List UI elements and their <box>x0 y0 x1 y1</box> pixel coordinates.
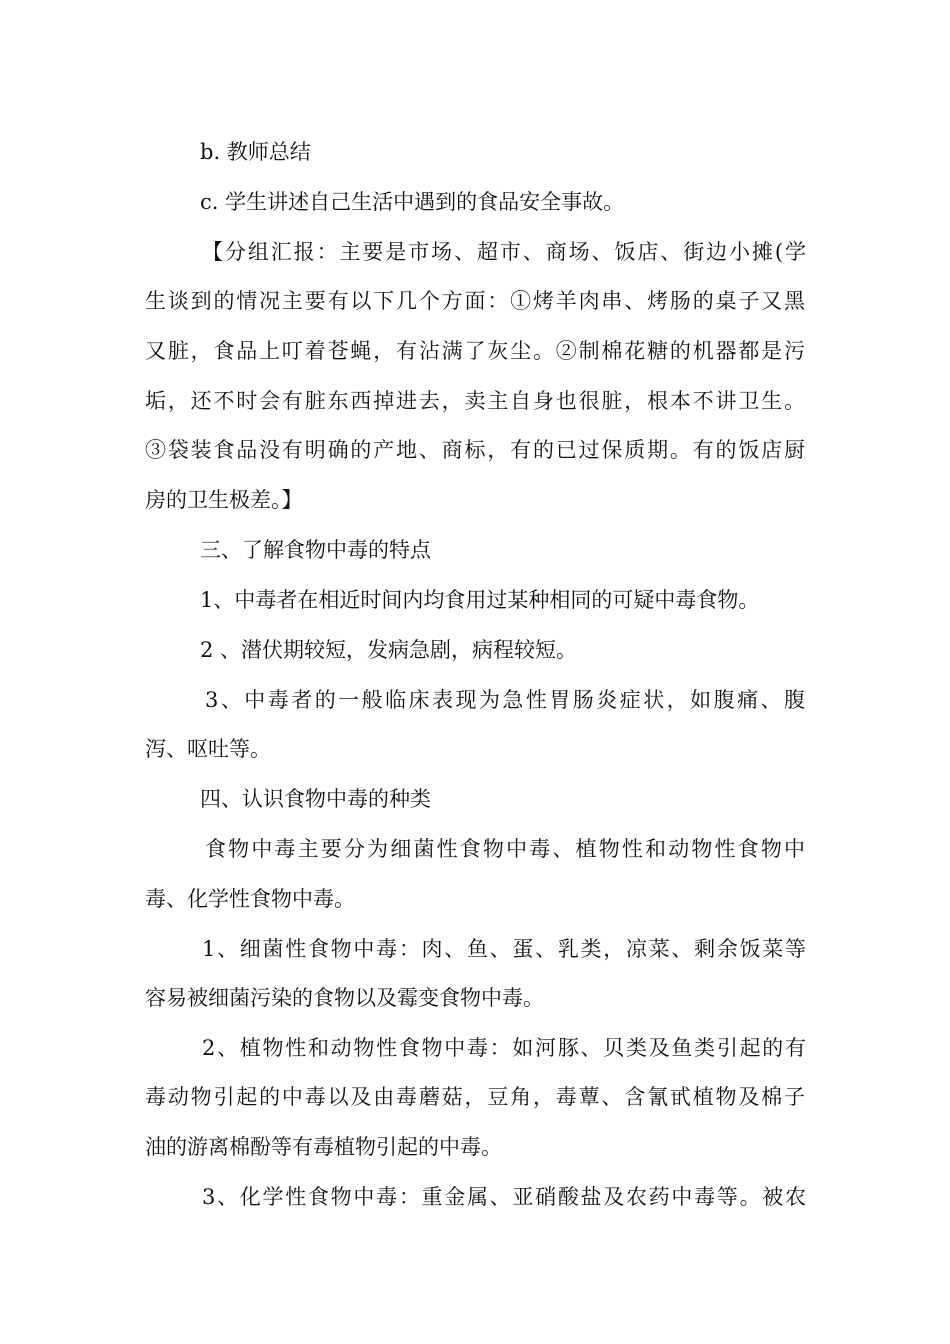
text-line-feature-1: 1、中毒者在相近时间内均食用过某种相同的可疑中毒食物。 <box>200 588 760 612</box>
text-line-group-report-3: 又脏，食品上叮着苍蝇，有沾满了灰尘。②制棉花糖的机器都是污 <box>145 339 805 363</box>
text-line-type-3a: 3、化学性食物中毒：重金属、亚硝酸盐及农药中毒等。被农 <box>202 1185 806 1209</box>
text-line-type-1b: 容易被细菌污染的食物以及霉变食物中毒。 <box>145 986 544 1010</box>
text-line-feature-3a: 3、中毒者的一般临床表现为急性胃肠炎症状，如腹痛、腹 <box>205 688 805 712</box>
text-line-types-intro-b: 毒、化学性食物中毒。 <box>145 887 355 911</box>
section-heading-three: 三、了解食物中毒的特点 <box>200 538 431 562</box>
text-line-feature-2: 2 、潜伏期较短，发病急剧，病程较短。 <box>200 638 578 662</box>
text-line-type-1a: 1、细菌性食物中毒：肉、鱼、蛋、乳类，凉菜、剩余饭菜等 <box>202 937 806 961</box>
text-line-types-intro-a: 食物中毒主要分为细菌性食物中毒、植物性和动物性食物中 <box>205 837 805 861</box>
text-line-group-report-2: 生谈到的情况主要有以下几个方面：①烤羊肉串、烤肠的桌子又黑 <box>145 289 805 313</box>
text-line-teacher-summary: b. 教师总结 <box>200 140 311 164</box>
text-line-student-story: c. 学生讲述自己生活中遇到的食品安全事故。 <box>200 190 625 214</box>
text-line-group-report-4: 垢，还不时会有脏东西掉进去，卖主自身也很脏，根本不讲卫生。 <box>145 389 805 413</box>
text-line-type-2b: 毒动物引起的中毒以及由毒蘑菇，豆角，毒蕈、含氰甙植物及棉子 <box>145 1085 805 1109</box>
text-line-group-report-1: 【分组汇报：主要是市场、超市、商场、饭店、街边小摊(学 <box>202 240 806 264</box>
text-line-feature-3b: 泻、呕吐等。 <box>145 737 271 761</box>
text-line-type-2a: 2、植物性和动物性食物中毒：如河豚、贝类及鱼类引起的有 <box>202 1036 806 1060</box>
text-line-type-2c: 油的游离棉酚等有毒植物引起的中毒。 <box>145 1135 502 1159</box>
text-line-group-report-6: 房的卫生极差。】 <box>145 488 303 512</box>
section-heading-four: 四、认识食物中毒的种类 <box>200 787 431 811</box>
text-line-group-report-5: ③袋装食品没有明确的产地、商标，有的已过保质期。有的饭店厨 <box>145 438 805 462</box>
